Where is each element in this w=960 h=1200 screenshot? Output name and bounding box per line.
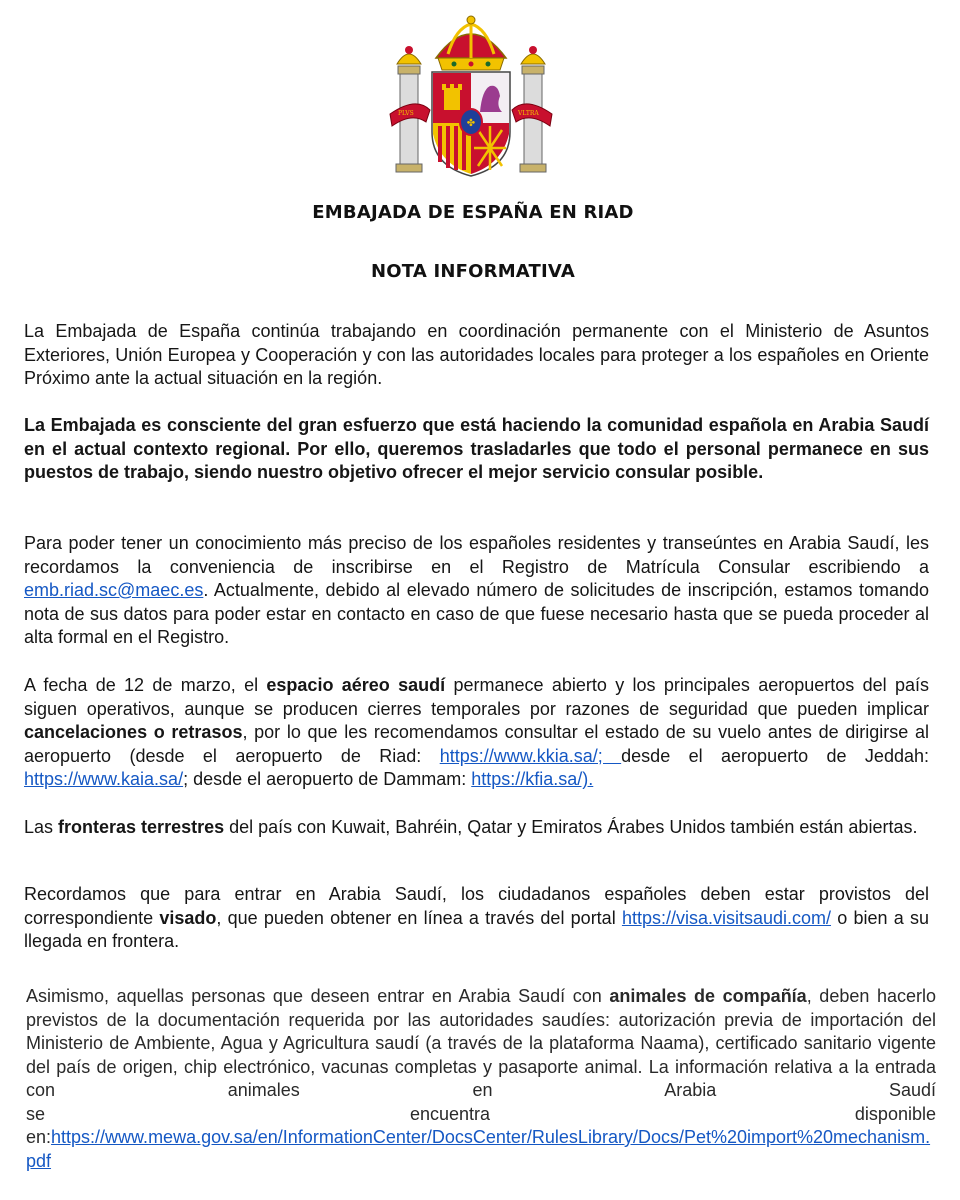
registry-text-after: . Actualmente, debido al elevado número de solicitudes de inscripción, estamos tomando nota de sus datos para poder estar en contacto en caso de que fuese necesario hasta que se pueda proceder al alta formal en el Registro. xyxy=(24,580,929,647)
motto-left: PLVS xyxy=(398,110,414,117)
pets-text-en: en: xyxy=(26,1127,52,1147)
airspace-text-1: A fecha de 12 de marzo, el xyxy=(24,675,267,695)
shield-icon xyxy=(432,72,510,176)
motto-right: VLTRA xyxy=(518,110,539,117)
pets-word-disponible: disponible xyxy=(854,1103,936,1124)
mewa-pet-import-link[interactable]: https://www.mewa.gov.sa/en/InformationCenter/DocsCenter/RulesLibrary/Docs/Pet%20import%20mechanism.pdf xyxy=(26,1127,931,1171)
pets-text-1: Asimismo, aquellas personas que deseen entrar en Arabia Saudí con xyxy=(26,986,610,1006)
paragraph-consular-registry xyxy=(24,532,929,650)
paragraph-pets xyxy=(26,985,936,1173)
crown-icon xyxy=(436,16,506,70)
visa-bold: visado xyxy=(159,907,217,928)
pets-text-2: , deben hacerlo previstos de la documentación requerida por las autoridades saudíes: autorización previa de importación del Ministerio de Ambiente, Agua y Agricultura saudí (a través de la plataforma Naama), certificado sanitario vigente del país de origen, chip electrónico, vacunas completas y pasaporte animal. La información relativa a la entrada con animales en Arabia Saudí xyxy=(26,986,937,1100)
paragraph-land-borders xyxy=(24,816,929,840)
pets-spread-line xyxy=(26,1103,936,1127)
embassy-title: EMBAJADA DE ESPAÑA EN RIAD xyxy=(312,202,634,223)
paragraph-visa xyxy=(24,883,929,954)
pets-main-text xyxy=(26,985,936,1103)
visa-text-1: Recordamos que para entrar en Arabia Saudí, los ciudadanos españoles deben estar provistos del correspondiente xyxy=(24,884,929,928)
airspace-text-2: permanece abierto y los principales aeropuertos del país siguen operativos, aunque se producen cierres temporales por razones de seguridad que pueden implicar xyxy=(24,675,929,719)
coat-of-arms-icon xyxy=(386,14,556,184)
borders-text-1: Las xyxy=(24,817,59,837)
kkia-link[interactable]: https://www.kkia.sa/; xyxy=(439,745,622,766)
paragraph-coordination: La Embajada de España continúa trabajando en coordinación permanente con el Ministerio de Asuntos Exteriores, Unión Europea y Cooperación y con las autoridades locales para proteger a los españoles en Oriente Próximo ante la actual situación en la región. xyxy=(24,321,929,388)
note-title: NOTA INFORMATIVA xyxy=(371,261,575,282)
visa-text-2: , que pueden obtener en línea a través del portal xyxy=(216,907,622,928)
pets-link-line xyxy=(26,1126,936,1173)
pets-word-encuentra: encuentra xyxy=(409,1103,490,1124)
kaia-link[interactable]: https://www.kaia.sa/ xyxy=(24,769,184,789)
borders-text-2: del país con Kuwait, Bahréin, Qatar y Emiratos Árabes Unidos también están abiertas. xyxy=(224,817,918,837)
borders-bold: fronteras terrestres xyxy=(58,817,225,837)
airspace-text-3: , por lo que les recomendamos consultar el estado de su vuelo antes de dirigirse al aeropuerto (desde el aeropuerto de Riad: xyxy=(24,722,929,766)
airspace-text-4: desde el aeropuerto de Jeddah: xyxy=(621,745,929,766)
paragraph-airspace xyxy=(24,674,929,792)
email-link[interactable]: emb.riad.sc@maec.es xyxy=(24,580,204,600)
svg-text:✤: ✤ xyxy=(466,118,476,129)
pets-bold: animales de compañía xyxy=(609,986,807,1006)
registry-text-before: Para poder tener un conocimiento más preciso de los españoles residentes y transeúntes en Arabia Saudí, les recordamos la conveniencia de inscribirse en el Registro de Matrícula Consular escribiendo a xyxy=(24,533,929,577)
kfia-link[interactable]: https://kfia.sa/). xyxy=(471,769,594,789)
pets-word-se: se xyxy=(26,1103,46,1124)
airspace-bold-2: cancelaciones o retrasos xyxy=(24,722,243,742)
visa-text-3: o bien a su llegada en frontera. xyxy=(24,907,929,951)
paragraph-community-effort: La Embajada es consciente del gran esfuerzo que está haciendo la comunidad española en Arabia Saudí en el actual contexto regional. Por ello, queremos trasladarles que todo el personal permanece en sus puestos de trabajo, siendo nuestro objetivo ofrecer el mejor servicio consular posible. xyxy=(24,415,929,482)
airspace-bold-1: espacio aéreo saudí xyxy=(266,675,446,695)
visa-portal-link[interactable]: https://visa.visitsaudi.com/ xyxy=(621,907,832,928)
airspace-text-5: ; desde el aeropuerto de Dammam: xyxy=(183,769,472,789)
